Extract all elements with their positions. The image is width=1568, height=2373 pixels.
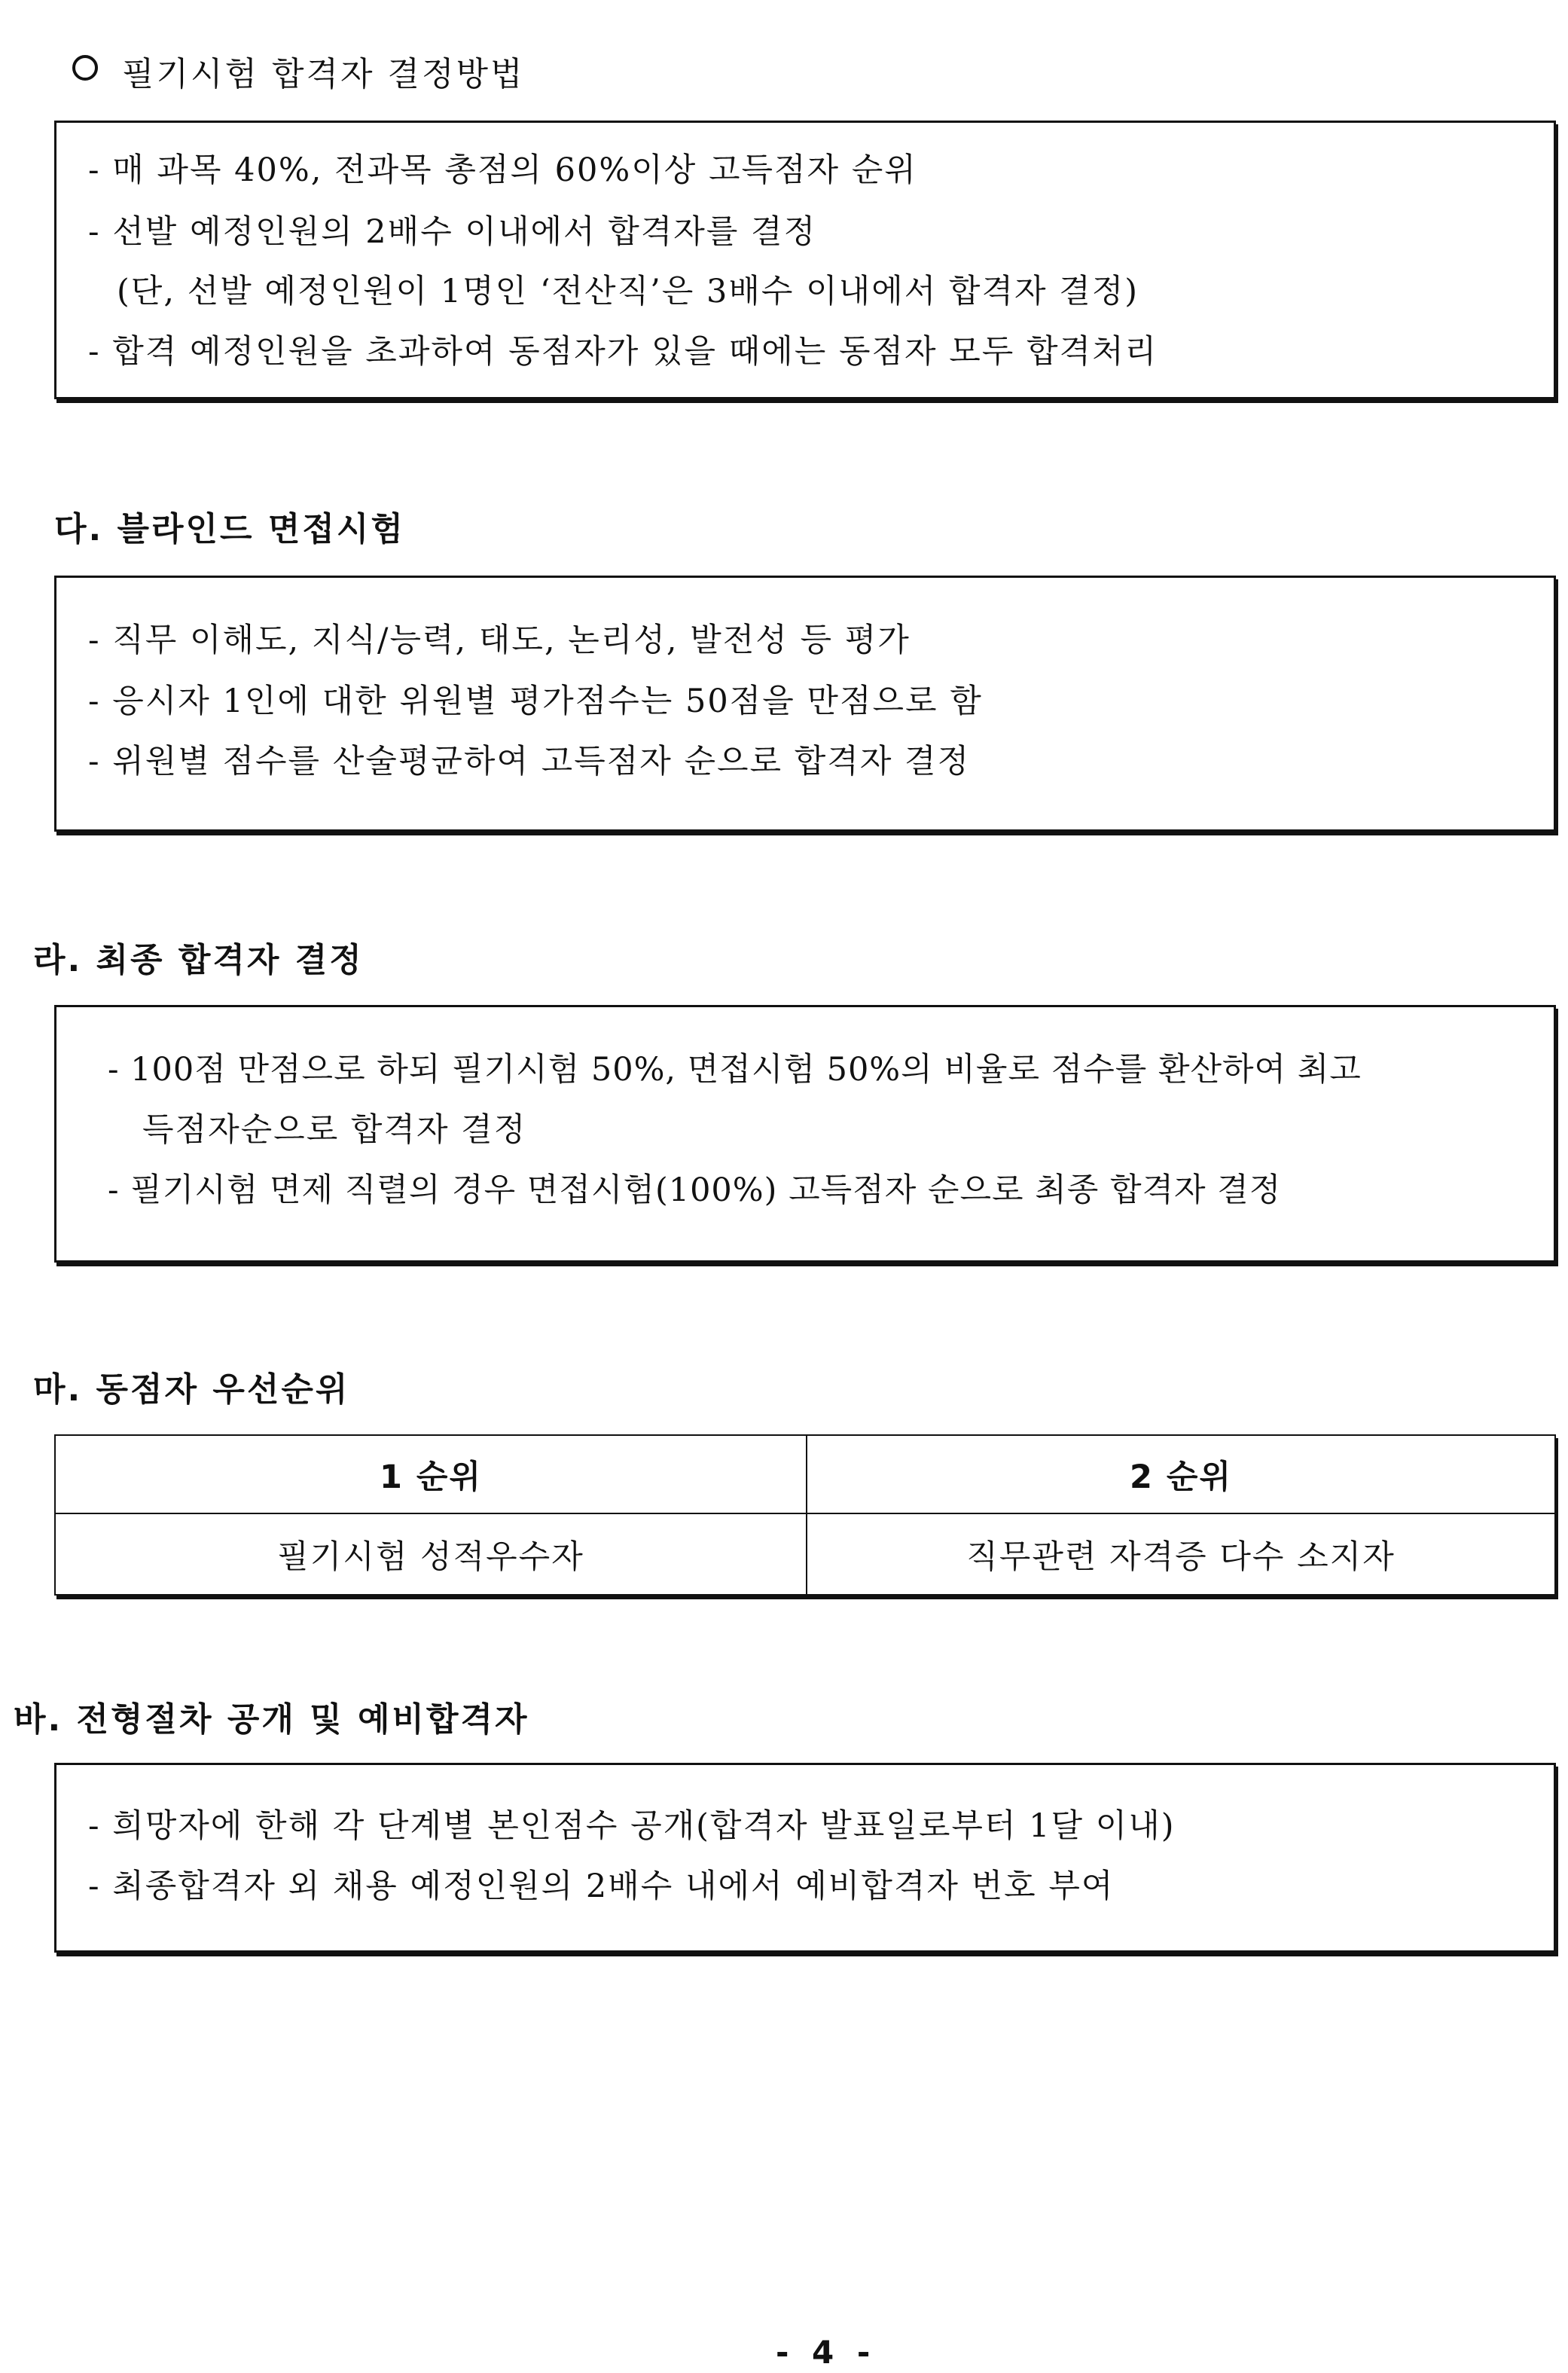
final-decision-line-2: 득점자순으로 합격자 결정 — [142, 1111, 527, 1149]
table-header-row — [55, 1435, 1555, 1513]
written-exam-heading: 필기시험 합격자 결정방법 — [122, 55, 525, 93]
written-exam-line-2: - 선발 예정인원의 2배수 이내에서 합격자를 결정 — [88, 213, 817, 251]
disclosure-heading: 바. 전형절차 공개 및 예비합격자 — [14, 1700, 529, 1739]
final-decision-line-3: - 필기시험 면제 직렬의 경우 면접시험(100%) 고득점자 순으로 최종 합격자 결정 — [108, 1171, 1282, 1209]
interview-box — [54, 576, 1556, 832]
priority-2-header: 2 순위 — [807, 1435, 1555, 1513]
priority-2-value: 직무관련 자격증 다수 소지자 — [807, 1513, 1555, 1595]
written-exam-line-3: (단, 선발 예정인원이 1명인 ‘전산직’은 3배수 이내에서 합격자 결정) — [117, 273, 1139, 310]
tie-priority-heading: 마. 동점자 우선순위 — [33, 1370, 350, 1409]
written-exam-line-4: - 합격 예정인원을 초과하여 동점자가 있을 때에는 동점자 모두 합격처리 — [88, 333, 1158, 371]
final-decision-box — [54, 1005, 1556, 1263]
interview-line-2: - 응시자 1인에 대한 위원별 평가점수는 50점을 만점으로 함 — [88, 683, 983, 720]
interview-line-1: - 직무 이해도, 지식/능력, 태도, 논리성, 발전성 등 평가 — [88, 622, 911, 659]
written-exam-box — [54, 121, 1556, 399]
final-decision-line-1: - 100점 만점으로 하되 필기시험 50%, 면접시험 50%의 비율로 점수를 환산하여 최고 — [108, 1051, 1362, 1089]
final-decision-heading: 라. 최종 합격자 결정 — [33, 941, 364, 979]
table-row — [55, 1513, 1555, 1595]
priority-1-header: 1 순위 — [55, 1435, 807, 1513]
circle-bullet-icon — [72, 55, 98, 81]
disclosure-line-2: - 최종합격자 외 채용 예정인원의 2배수 내에서 예비합격자 번호 부여 — [88, 1868, 1115, 1905]
interview-line-3: - 위원별 점수를 산술평균하여 고득점자 순으로 합격자 결정 — [88, 743, 971, 780]
page-number: - 4 - — [776, 2334, 877, 2371]
disclosure-box — [54, 1763, 1556, 1953]
priority-1-value: 필기시험 성적우수자 — [55, 1513, 807, 1595]
disclosure-line-1: - 희망자에 한해 각 단계별 본인점수 공개(합격자 발표일로부터 1달 이내) — [88, 1807, 1176, 1845]
interview-heading: 다. 블라인드 면접시험 — [54, 510, 405, 548]
tie-priority-table — [54, 1434, 1556, 1596]
written-exam-line-1: - 매 과목 40%, 전과목 총점의 60%이상 고득점자 순위 — [88, 151, 917, 189]
